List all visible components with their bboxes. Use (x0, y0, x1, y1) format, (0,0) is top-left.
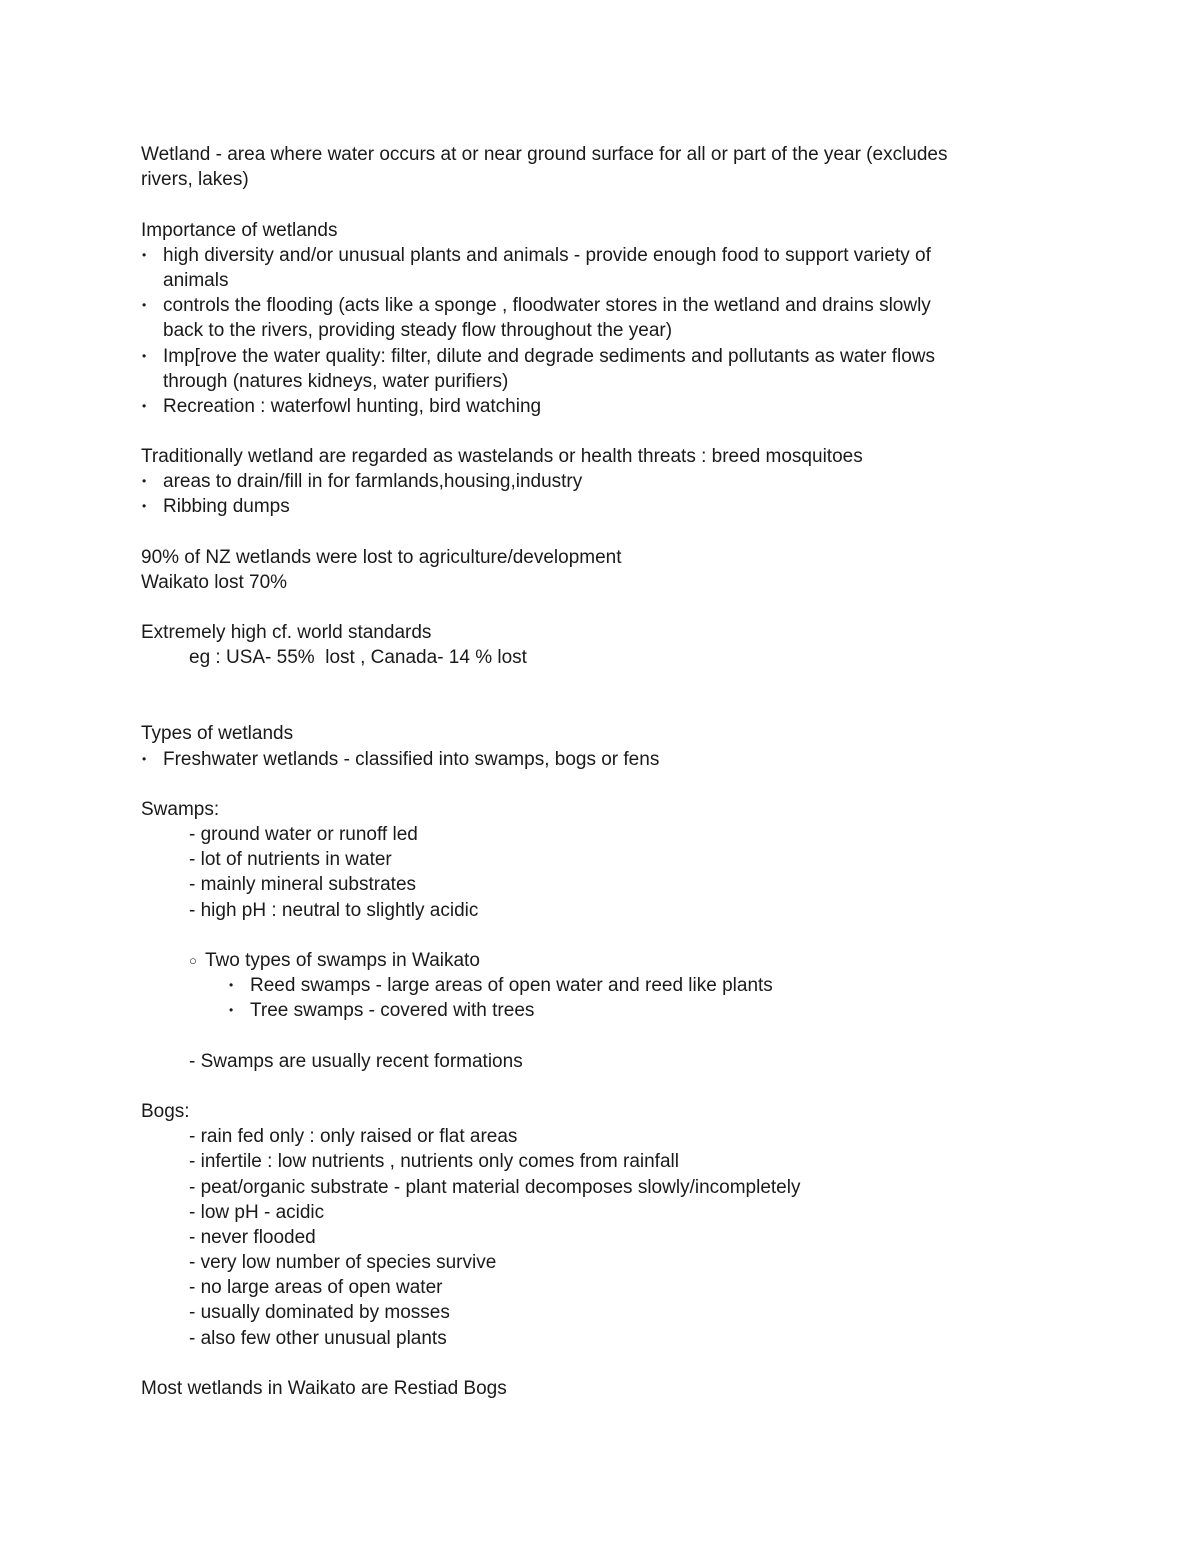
list-item: - Swamps are usually recent formations (189, 1051, 523, 1072)
list-item: through (natures kidneys, water purifiers) (163, 371, 509, 392)
list-item: Freshwater wetlands - classified into swamps, bogs or fens (163, 749, 660, 770)
list-item: Reed swamps - large areas of open water and reed like plants (250, 975, 773, 996)
list-item: - low pH - acidic (189, 1202, 325, 1223)
sub-heading: Two types of swamps in Waikato (205, 950, 480, 971)
bullet-icon: • (142, 298, 147, 312)
list-item: - ground water or runoff led (189, 824, 418, 845)
section-heading: Types of wetlands (141, 723, 294, 744)
list-item: high diversity and/or unusual plants and animals - provide enough food to support variety of (163, 245, 931, 266)
section-heading: Bogs: (141, 1101, 190, 1122)
bullet-icon: • (142, 474, 147, 488)
list-item: - infertile : low nutrients , nutrients only comes from rainfall (189, 1151, 679, 1172)
list-item: Ribbing dumps (163, 496, 290, 517)
list-item: - usually dominated by mosses (189, 1302, 450, 1323)
list-item: - mainly mineral substrates (189, 874, 417, 895)
circle-bullet-icon: ○ (189, 953, 197, 968)
bullet-icon: • (142, 248, 147, 262)
list-item: - rain fed only : only raised or flat areas (189, 1126, 518, 1147)
list-item: - peat/organic substrate - plant material decomposes slowly/incompletely (189, 1177, 801, 1198)
conclusion-line: Most wetlands in Waikato are Restiad Bogs (141, 1378, 507, 1399)
list-item: animals (163, 270, 229, 291)
list-item: Tree swamps - covered with trees (250, 1000, 535, 1021)
bullet-icon: • (142, 499, 147, 513)
definition-line: Wetland - area where water occurs at or near ground surface for all or part of the year (excludes (141, 144, 948, 165)
list-item: controls the flooding (acts like a sponge , floodwater stores in the wetland and drains slowly (163, 295, 931, 316)
definition-line: rivers, lakes) (141, 169, 249, 190)
bullet-icon: • (142, 399, 147, 413)
text-line: Waikato lost 70% (141, 572, 288, 593)
section-heading: Swamps: (141, 799, 220, 820)
section-heading: Importance of wetlands (141, 220, 338, 241)
list-item: - never flooded (189, 1227, 316, 1248)
list-item: - no large areas of open water (189, 1277, 443, 1298)
text-line: Extremely high cf. world standards (141, 622, 432, 643)
bullet-icon: • (142, 752, 147, 766)
list-item: - very low number of species survive (189, 1252, 497, 1273)
text-line: 90% of NZ wetlands were lost to agriculture/development (141, 547, 622, 568)
bullet-icon: • (229, 1003, 234, 1017)
bullet-icon: • (142, 349, 147, 363)
section-heading: Traditionally wetland are regarded as wastelands or health threats : breed mosquitoes (141, 446, 863, 467)
list-item: Recreation : waterfowl hunting, bird watching (163, 396, 542, 417)
text-line: eg : USA- 55% lost , Canada- 14 % lost (189, 647, 527, 668)
list-item: - lot of nutrients in water (189, 849, 392, 870)
bullet-icon: • (229, 978, 234, 992)
list-item: - also few other unusual plants (189, 1328, 447, 1349)
list-item: Imp[rove the water quality: filter, dilute and degrade sediments and pollutants as water flows (163, 346, 936, 367)
list-item: back to the rivers, providing steady flow throughout the year) (163, 320, 673, 341)
list-item: areas to drain/fill in for farmlands,housing,industry (163, 471, 583, 492)
list-item: - high pH : neutral to slightly acidic (189, 900, 479, 921)
